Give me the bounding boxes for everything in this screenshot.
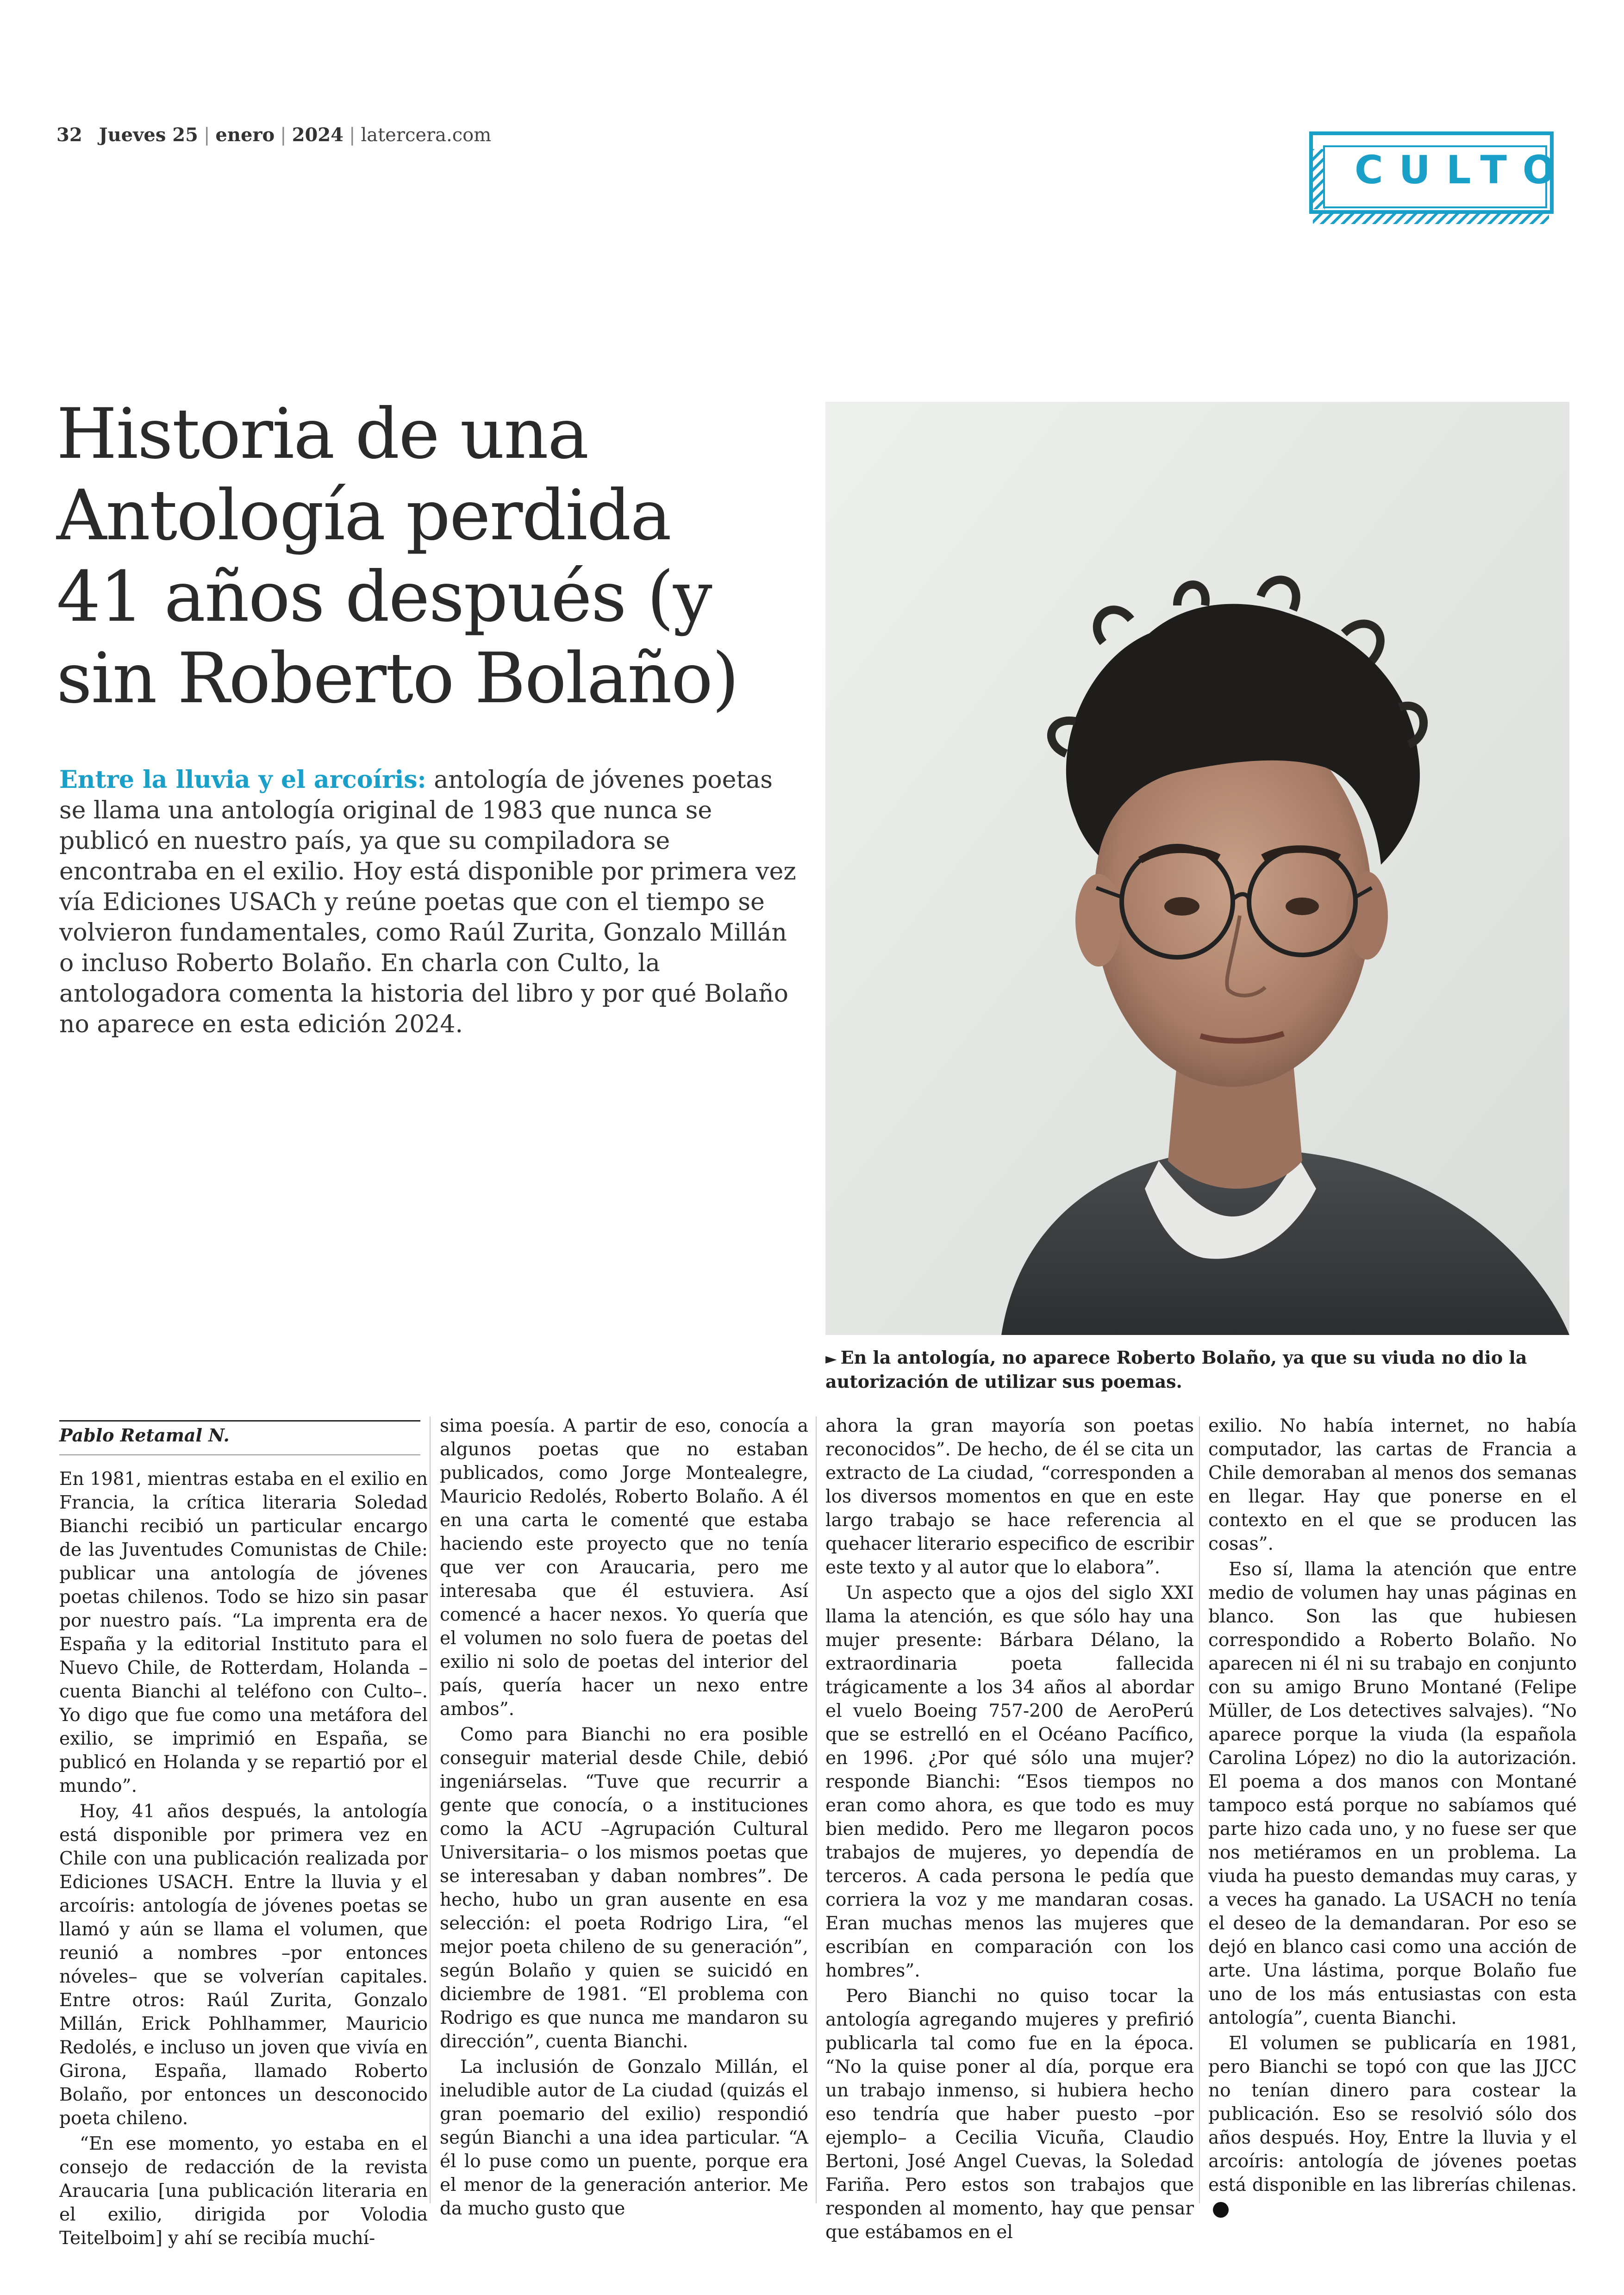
portrait-photo (825, 402, 1569, 1335)
headline-line: Antología perdida (56, 475, 671, 556)
body-paragraph: sima poesía. A partir de eso, conocía a algunos poetas que no estaban publicados, como Jorge Montealegre, Mauricio Redolés, Roberto Bolaño. A él en una carta le comenté que estaba haciendo este proyecto que no tenía que ver con Araucaria, pero me interesaba que él estuviera. Así comencé a hacer nexos. Yo quería que el volumen no solo fuera de poetas del exilio ni solo de poetas del interior del país, quería hacer un nexo entre ambos”. (440, 1416, 808, 1720)
headline-line: sin Roberto Bolaño) (56, 638, 738, 719)
headline (56, 393, 806, 719)
body-paragraph: ahora la gran mayoría son poetas reconocidos”. De hecho, de él se cita un extracto de La ciudad, “corresponden a los diversos momentos en que en este largo trabajo se hace referencia al quehacer literario especifico de escribir este texto y al autor que lo elabora”. (825, 1416, 1194, 1578)
end-of-article-icon (1213, 2202, 1229, 2218)
caption-text: En la antología, no aparece Roberto Bolaño, ya que su viuda no dio la autorización de utilizar sus poemas. (825, 1347, 1527, 1392)
final-paragraph-text: El volumen se publicaría en 1981, pero Bianchi se topó con que las JJCC no tenían dinero para costear la publicación. Eso se resolvió sólo dos años después. Hoy, Entre la lluvia y el arcoíris: antología de jóvenes poetas está disponible en las librerías chilenas. (1208, 2033, 1577, 2195)
column-divider (1199, 1416, 1200, 2203)
body-paragraph: En 1981, mientras estaba en el exilio en Francia, la crítica literaria Soledad Bianchi recibió un particular encargo de las Juventudes Comunistas de Chile: publicar una antología de jóvenes poetas chilenos. Todo se hizo sin pasar por nuestro país. “La imprenta era de España y la editorial Instituto para el Nuevo Chile, de Rotterdam, Holanda –cuenta Bianchi al teléfono con Culto–. Yo digo que fue como una metáfora del exilio, se imprimió en España, se publicó en Holanda y se repartió por el mundo”. (59, 1469, 428, 1796)
body-column-1 (59, 1467, 428, 2249)
folio-line: 32 Jueves 25 | enero | 2024 | latercera.com (56, 124, 492, 146)
body-paragraph: Pero Bianchi no quiso tocar la antología agregando mujeres y prefirió publicarla tal como fue en la época. “No la quise poner al día, porque era un trabajo inmenso, si hubiera hecho eso tendría que haber puesto –por ejemplo– a Cecilia Vicuña, Claudio Bertoni, José Angel Cuevas, la Soledad Fariña. Pero estos son trabajos que responden al momento, hay que pensar que estábamos en el (825, 1986, 1194, 2243)
body-column-2 (440, 1414, 808, 2219)
folio-day: Jueves 25 (99, 124, 198, 146)
folio-month: enero (215, 124, 275, 146)
deck-text: antología de jóvenes poetas se llama una antología original de 1983 que nunca se publicó en nuestro país, ya que su compiladora se encontraba en el exilio. Hoy está disponible por primera vez vía Ediciones USACh y reúne poetas que con el tiempo se volvieron fundamentales, como Raúl Zurita, Gonzalo Millán o incluso Roberto Bolaño. En charla con Culto, la antologadora comenta la historia del libro y por qué Bolaño no aparece en esta edición 2024. (59, 766, 796, 1038)
body-paragraph: Hoy, 41 años después, la antología está disponible por primera vez en Chile con una publicación realizada por Ediciones USACH. Entre la lluvia y el arcoíris: antología de jóvenes poetas se llamó y aún se llama el volumen, que reunió a nombres –por entonces nóveles– que se volverían capitales. Entre otros: Raúl Zurita, Gonzalo Millán, Erick Pohlhammer, Mauricio Redolés, e incluso un joven que vivía en Girona, España, llamado Roberto Bolaño, por entonces un desconocido poeta chileno. (59, 1801, 428, 2129)
headline-line: 41 años después (y (56, 557, 712, 637)
body-paragraph: exilio. No había internet, no había computador, las cartas de Francia a Chile demoraban al menos dos semanas en llegar. Hay que ponerse en el contexto en el que se producen las cosas”. (1208, 1416, 1577, 1554)
body-paragraph: La inclusión de Gonzalo Millán, el ineludible autor de La ciudad (quizás el gran poemario del exilio) respondió según Bianchi a una idea particular. “A él lo puse como un puente, porque era el menor de la generación anterior. Me da mucho gusto que (440, 2057, 808, 2219)
body-paragraph: “En ese momento, yo estaba en el consejo de redacción de la revista Araucaria [una publicación literaria en el exilio, dirigida por Volodia Teitelboim] y ahí se recibía muchí- (59, 2133, 428, 2249)
body-column-4 (1208, 1414, 1577, 2195)
byline-rule-top (59, 1420, 420, 1422)
folio-site: latercera.com (361, 125, 492, 146)
photo-caption (825, 1346, 1569, 1393)
deck-lead (59, 765, 800, 1040)
section-logo-text: CULTO (1355, 147, 1572, 193)
headline-line: Historia de una (56, 394, 588, 474)
body-paragraph: Un aspecto que a ojos del siglo XXI llama la atención, es que sólo hay una mujer presente: Bárbara Délano, la extraordinaria poeta fallecida trágicamente a los 34 años al abordar el vuelo Boeing 757-200 de AeroPerú que se estrelló en el Océano Pacífico, en 1996. ¿Por qué sólo una mujer? responde Bianchi: “Esos tiempos no eran como ahora, es que todo es muy bien medido. Pero me llegaron pocos trabajos de mujeres, yo dependía de terceros. A cada persona le pedía que corriera la voz y me mandaran cosas. Eran muchas menos las mujeres que escribían en comparación con los hombres”. (825, 1583, 1194, 1981)
caption-marker: ► (825, 1350, 837, 1367)
page-number: 32 (56, 124, 82, 146)
body-paragraph: Eso sí, llama la atención que entre medio de volumen hay unas páginas en blanco. Son las que hubiesen correspondido a Roberto Bolaño. No aparecen ni él ni su trabajo en conjunto con su amigo Bruno Montané (Felipe Müller, de Los detectives salvajes). “No aparece porque la viuda (la española Carolina López) no dio la autorización. El poema a dos manos con Montané tampoco está porque no sabíamos qué parte hizo cada uno, y no fuese ser que nos metiéramos en un problema. La viuda ha puesto demandas muy caras, y a veces ha ganado. La USACH no tenía el deseo de la demandaran. Por eso se dejó en blanco casi como una acción de arte. Una lástima, porque Bolaño fue uno de los más entusiastas con esta antología”, cuenta Bianchi. (1208, 1559, 1577, 2028)
byline: Pablo Retamal N. (59, 1425, 230, 1446)
deck-highlight: Entre la lluvia y el arcoíris: (59, 766, 426, 794)
column-divider (816, 1416, 817, 2203)
body-paragraph: Como para Bianchi no era posible conseguir material desde Chile, debió ingeniárselas. “Tuve que recurrir a gente que conocía, o a instituciones como la ACU –Agrupación Cultural Universitaria– o los mismos poetas que se interesaban y daban nombres”. De hecho, hubo un gran ausente en esa selección: el poeta Rodrigo Lira, “el mejor poeta chileno de su generación”, según Bolaño y quien se suicidó en diciembre de 1981. “El problema con Rodrigo es que nunca me mandaron su dirección”, cuenta Bianchi. (440, 1724, 808, 2052)
body-column-3 (825, 1414, 1194, 2243)
body-paragraph-final (1208, 2032, 1577, 2220)
column-divider (430, 1416, 431, 2203)
folio-year: 2024 (292, 124, 344, 146)
byline-rule-bottom (59, 1454, 420, 1455)
